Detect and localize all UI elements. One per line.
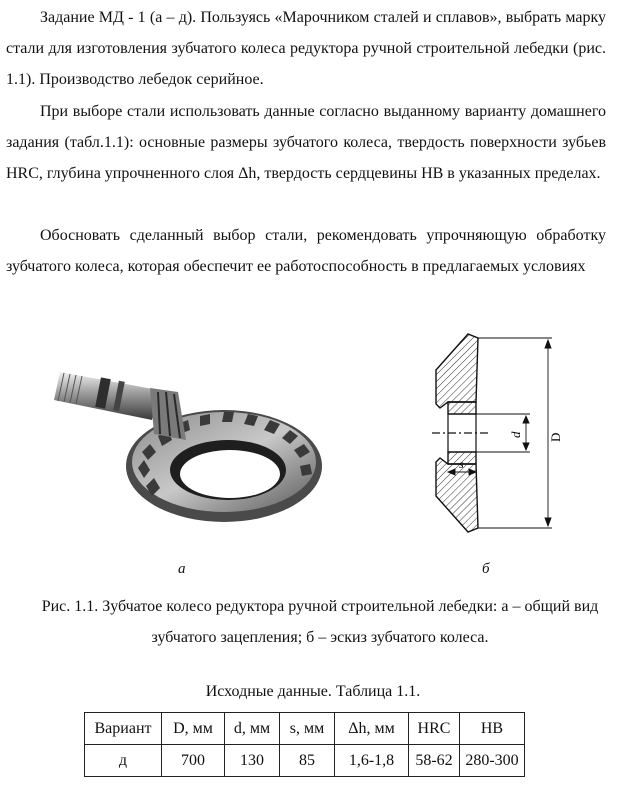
cell-layer-depth: 1,6-1,8 xyxy=(335,745,409,777)
gear-sketch-drawing xyxy=(428,326,578,544)
header-hub-width: s, мм xyxy=(280,713,335,745)
figure-label-a: а xyxy=(178,561,186,577)
cell-hub-width: 85 xyxy=(280,745,335,777)
dimension-D-label: D xyxy=(548,432,563,442)
cell-hrc: 58-62 xyxy=(409,745,460,777)
header-hb: HB xyxy=(460,713,525,745)
bore-outline xyxy=(432,414,488,452)
paragraph-data-usage: При выборе стали использовать данные согласно выданному варианту домашнего задания (табл.1.1): основные размеры зубчатого колеса, твердость поверхности зубьев HRC, глубина упрочненного слоя Δh, твердость сердцевины HB в указанных пределах. xyxy=(6,103,606,182)
gear-photo-illustration xyxy=(46,348,326,528)
paragraph-justification: Обосновать сделанный выбор стали, рекомендовать упрочняющую обработку зубчатого колеса, которая обеспечит ее работоспособность в предлагаемых условиях xyxy=(6,227,606,275)
header-layer-depth: Δh, мм xyxy=(335,713,409,745)
dimension-d-label: d xyxy=(508,431,523,438)
paragraph-task: Задание МД - 1 (а – д). Пользуясь «Марочником сталей и сплавов», выбрать марку стали для изготовления зубчатого колеса редуктора ручной строительной лебедки (рис. 1.1). Производство лебедок серийное. xyxy=(6,9,606,88)
pinion-shaft xyxy=(54,372,158,420)
table-header-row xyxy=(85,713,525,745)
pinion-head xyxy=(150,388,186,440)
dimension-s-label: s xyxy=(459,457,464,471)
cell-variant: д xyxy=(85,745,162,777)
header-bore-diameter: d, мм xyxy=(225,713,280,745)
header-variant: Вариант xyxy=(85,713,162,745)
cell-bore-diameter: 130 xyxy=(225,745,280,777)
cell-hb: 280-300 xyxy=(460,745,525,777)
input-data-table xyxy=(84,712,525,777)
table-title: Исходные данные. Таблица 1.1. xyxy=(205,683,421,700)
cell-outer-diameter: 700 xyxy=(162,745,225,777)
figure-label-b: б xyxy=(482,561,490,577)
figure-caption: Рис. 1.1. Зубчатое колесо редуктора ручной строительной лебедки: а – общий вид зубчатого зацепления; б – эскиз зубчатого колеса. xyxy=(41,598,599,646)
table-row xyxy=(85,745,525,777)
header-outer-diameter: D, мм xyxy=(162,713,225,745)
header-hrc: HRC xyxy=(409,713,460,745)
